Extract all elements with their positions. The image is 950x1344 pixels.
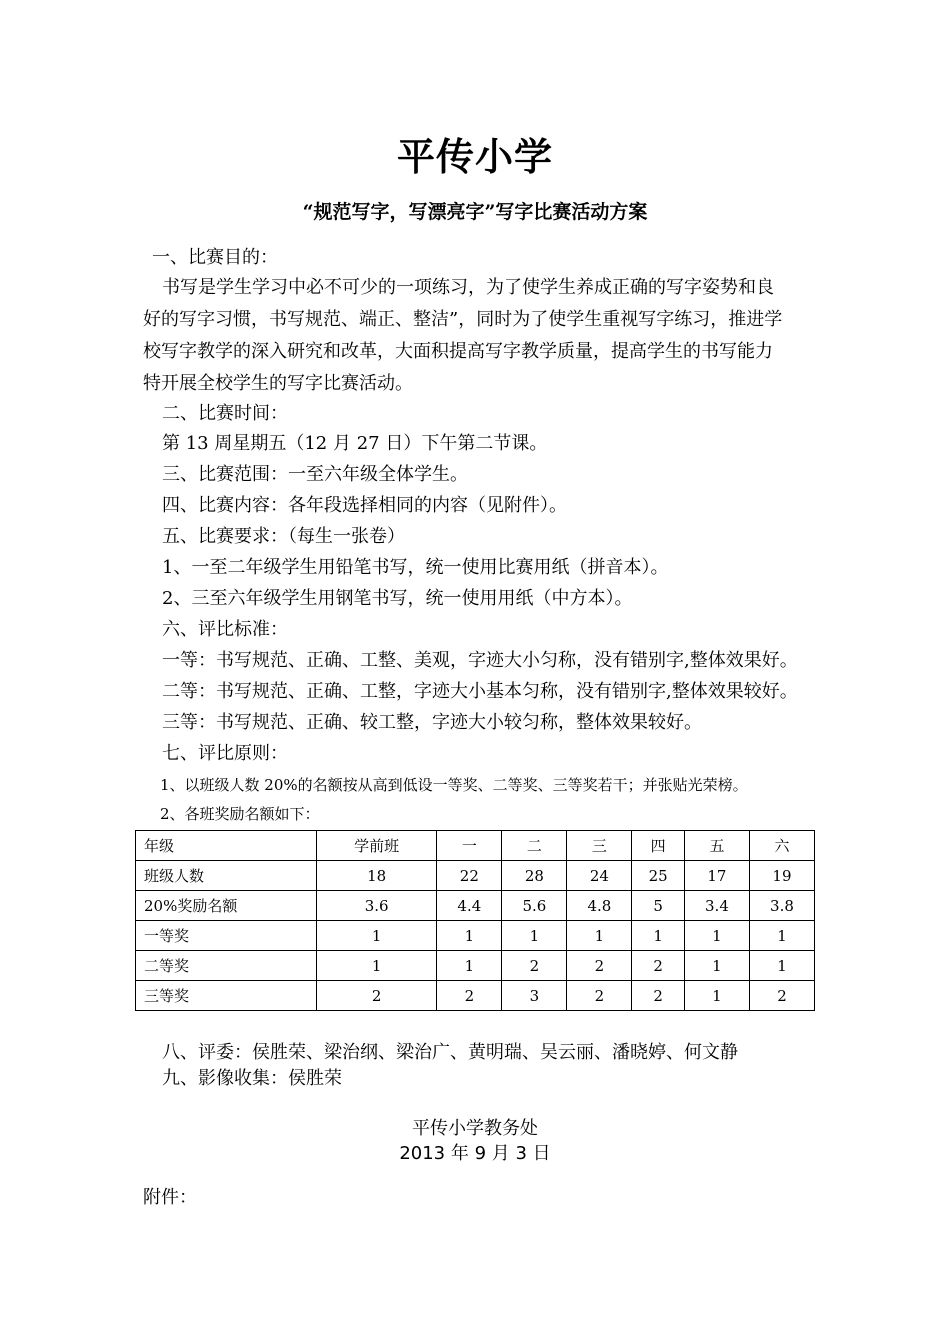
table-cell: 一 (437, 831, 502, 861)
section-6-heading: 六、评比标准： (162, 619, 288, 640)
section-4: 四、比赛内容：各年段选择相同的内容（见附件）。 (162, 495, 567, 516)
table-cell: 18 (317, 861, 437, 891)
award-quota-table (135, 830, 815, 1011)
office-signature: 平传小学教务处 (412, 1118, 538, 1139)
table-cell: 五 (684, 831, 749, 861)
appendix-label: 附件： (143, 1187, 197, 1208)
table-row-label: 三等奖 (136, 981, 317, 1011)
table-cell: 2 (567, 951, 632, 981)
section-3: 三、比赛范围：一至六年级全体学生。 (162, 464, 468, 485)
table-cell: 1 (317, 921, 437, 951)
table-header-row (136, 831, 815, 861)
table-row-label: 年级 (136, 831, 317, 861)
table-cell: 2 (437, 981, 502, 1011)
table-row (136, 951, 815, 981)
table-cell: 24 (567, 861, 632, 891)
standard-third: 三等：书写规范、正确、较工整，字迹大小较匀称，整体效果较好。 (162, 712, 702, 733)
table-cell: 25 (632, 861, 685, 891)
table-cell: 1 (502, 921, 567, 951)
standard-first: 一等：书写规范、正确、工整、美观，字迹大小匀称，没有错别字,整体效果好。 (162, 650, 798, 671)
table-cell: 2 (567, 981, 632, 1011)
principle-item-1: 1、以班级人数 20%的名额按从高到低设一等奖、二等奖、三等奖若干；并张贴光荣榜。 (160, 776, 748, 794)
table-cell: 3.4 (684, 891, 749, 921)
table-cell: 28 (502, 861, 567, 891)
table-cell: 1 (437, 951, 502, 981)
table-cell: 1 (749, 921, 814, 951)
table-cell: 4.8 (567, 891, 632, 921)
section-8-judges: 八、评委：侯胜荣、梁治纲、梁治广、黄明瑞、吴云丽、潘晓婷、何文静 (162, 1042, 738, 1063)
table-cell: 1 (684, 951, 749, 981)
table-cell: 22 (437, 861, 502, 891)
signature-date: 2013 年 9 月 3 日 (399, 1143, 551, 1164)
principle-item-2: 2、各班奖励名额如下： (160, 805, 320, 823)
table-cell: 5 (632, 891, 685, 921)
table-cell: 1 (749, 951, 814, 981)
section-7-heading: 七、评比原则： (162, 743, 288, 764)
document-title: “规范写字，写漂亮字”写字比赛活动方案 (302, 201, 648, 223)
school-title: 平传小学 (396, 134, 553, 179)
table-row (136, 861, 815, 891)
table-cell: 二 (502, 831, 567, 861)
table-row (136, 921, 815, 951)
purpose-line-4: 特开展全校学生的写字比赛活动。 (143, 373, 413, 394)
requirement-item-2: 2、三至六年级学生用钢笔书写，统一使用用纸（中方本）。 (162, 588, 633, 609)
table-row-label: 二等奖 (136, 951, 317, 981)
table-row-label: 班级人数 (136, 861, 317, 891)
table-cell: 5.6 (502, 891, 567, 921)
table-cell: 19 (749, 861, 814, 891)
purpose-line-2: 好的写字习惯，书写规范、端正、整洁”，同时为了使学生重视写字练习，推进学 (143, 309, 783, 330)
table-cell: 1 (437, 921, 502, 951)
table-cell: 1 (684, 921, 749, 951)
table-cell: 4.4 (437, 891, 502, 921)
purpose-line-1: 书写是学生学习中必不可少的一项练习，为了使学生养成正确的写字姿势和良 (162, 277, 774, 298)
table-cell: 2 (632, 981, 685, 1011)
competition-time: 第 13 周星期五（12 月 27 日）下午第二节课。 (162, 433, 548, 454)
table-cell: 2 (502, 951, 567, 981)
table-cell: 3.6 (317, 891, 437, 921)
table-cell: 3 (502, 981, 567, 1011)
table-row (136, 891, 815, 921)
table-cell: 2 (317, 981, 437, 1011)
table-cell: 1 (684, 981, 749, 1011)
table-cell: 三 (567, 831, 632, 861)
table-cell: 1 (317, 951, 437, 981)
table-cell: 1 (567, 921, 632, 951)
table-row (136, 981, 815, 1011)
standard-second: 二等：书写规范、正确、工整，字迹大小基本匀称，没有错别字,整体效果较好。 (162, 681, 798, 702)
table-cell: 学前班 (317, 831, 437, 861)
table-cell: 2 (749, 981, 814, 1011)
section-2-heading: 二、比赛时间： (162, 403, 288, 424)
table-cell: 四 (632, 831, 685, 861)
table-cell: 17 (684, 861, 749, 891)
table-row-label: 一等奖 (136, 921, 317, 951)
section-9-photography: 九、影像收集：侯胜荣 (162, 1068, 342, 1089)
table-row-label: 20%奖励名额 (136, 891, 317, 921)
table-cell: 2 (632, 951, 685, 981)
requirement-item-1: 1、一至二年级学生用铅笔书写，统一使用比赛用纸（拼音本）。 (162, 557, 669, 578)
purpose-line-3: 校写字教学的深入研究和改革，大面积提高写字教学质量，提高学生的书写能力 (143, 341, 773, 362)
table-cell: 六 (749, 831, 814, 861)
table-cell: 3.8 (749, 891, 814, 921)
section-5-heading: 五、比赛要求：（每生一张卷） (162, 526, 405, 547)
section-1-heading: 一、比赛目的： (152, 247, 278, 268)
table-cell: 1 (632, 921, 685, 951)
